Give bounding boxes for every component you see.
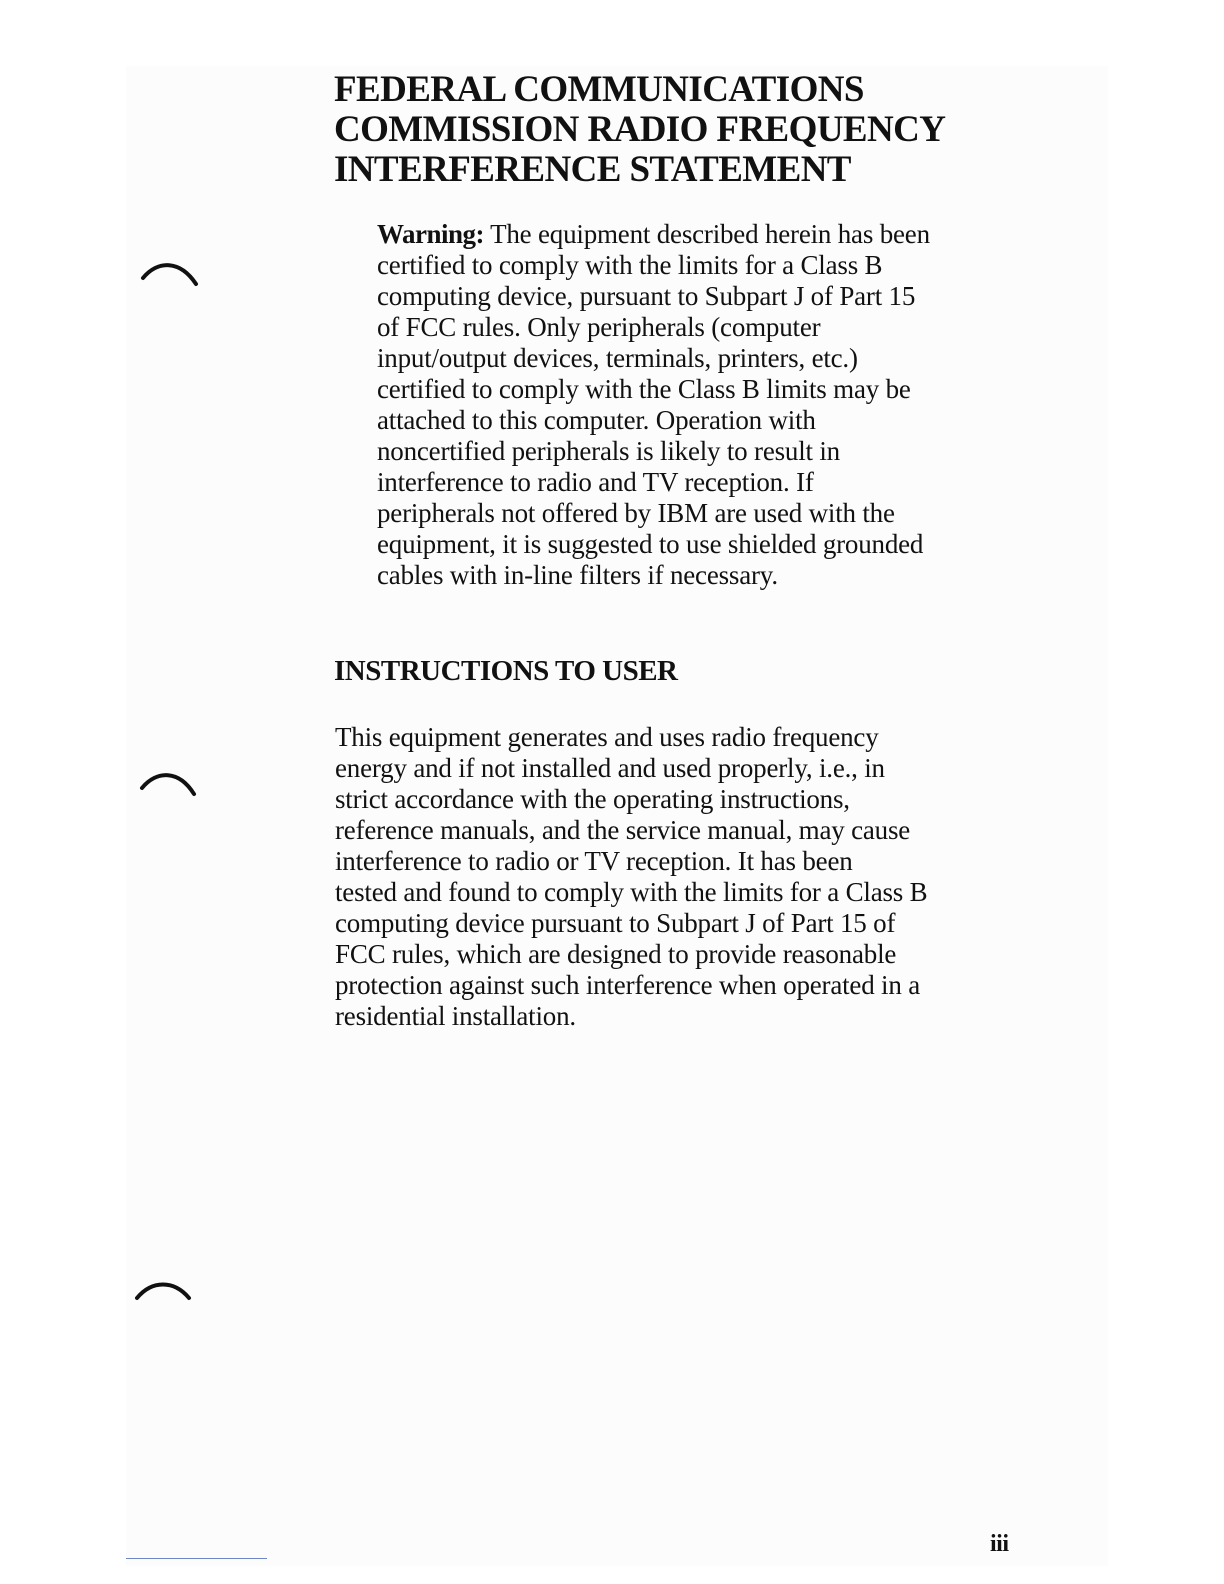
paragraph-line: [377, 219, 1097, 250]
paragraph-line: peripherals not offered by IBM are used with the: [377, 498, 895, 528]
paragraph-line: This equipment generates and uses radio frequency: [335, 722, 879, 752]
paragraph-line: certified to comply with the Class B limits may be: [377, 374, 911, 404]
paragraph-line: energy and if not installed and used properly, i.e., in: [335, 753, 885, 783]
warning-first-line: The equipment described herein has been: [484, 219, 930, 249]
paragraph-line: noncertified peripherals is likely to result in: [377, 436, 840, 466]
divider: [126, 1558, 267, 1559]
paragraph-line: strict accordance with the operating instructions,: [335, 784, 850, 814]
paragraph-line: interference to radio and TV reception. If: [377, 467, 814, 497]
binder-hole-mark: [140, 256, 200, 296]
paragraph-line: computing device pursuant to Subpart J of Part 15 of: [335, 908, 896, 938]
paragraph-line: equipment, it is suggested to use shielded grounded: [377, 529, 924, 559]
paragraph-line: tested and found to comply with the limits for a Class B: [335, 877, 928, 907]
binder-hole-mark: [134, 1276, 194, 1316]
section-heading: INSTRUCTIONS TO USER: [334, 655, 678, 687]
paragraph-line: input/output devices, terminals, printers, etc.): [377, 343, 858, 373]
paragraph-line: of FCC rules. Only peripherals (computer: [377, 312, 821, 342]
paragraph-line: reference manuals, and the service manual, may cause: [335, 815, 911, 845]
warning-paragraph: [377, 219, 1097, 591]
instructions-paragraph: [335, 722, 1095, 1032]
paragraph-line: protection against such interference when operated in a: [335, 970, 920, 1000]
paragraph-line: cables with in-line filters if necessary.: [377, 560, 778, 590]
page-title-line: INTERFERENCE STATEMENT: [334, 149, 851, 190]
paragraph-line: residential installation.: [335, 1001, 576, 1031]
paragraph-line: interference to radio or TV reception. It has been: [335, 846, 853, 876]
page-number: iii: [990, 1531, 1009, 1557]
page-title-line: COMMISSION RADIO FREQUENCY: [334, 109, 946, 150]
page-title-line: FEDERAL COMMUNICATIONS: [334, 69, 864, 110]
paragraph-line: FCC rules, which are designed to provide reasonable: [335, 939, 897, 969]
paragraph-line: attached to this computer. Operation with: [377, 405, 816, 435]
paragraph-line: certified to comply with the limits for a Class B: [377, 250, 883, 280]
binder-hole-mark: [139, 766, 199, 806]
warning-label: Warning:: [377, 219, 485, 249]
page-title: [334, 70, 1094, 190]
paragraph-line: computing device, pursuant to Subpart J of Part 15: [377, 281, 916, 311]
